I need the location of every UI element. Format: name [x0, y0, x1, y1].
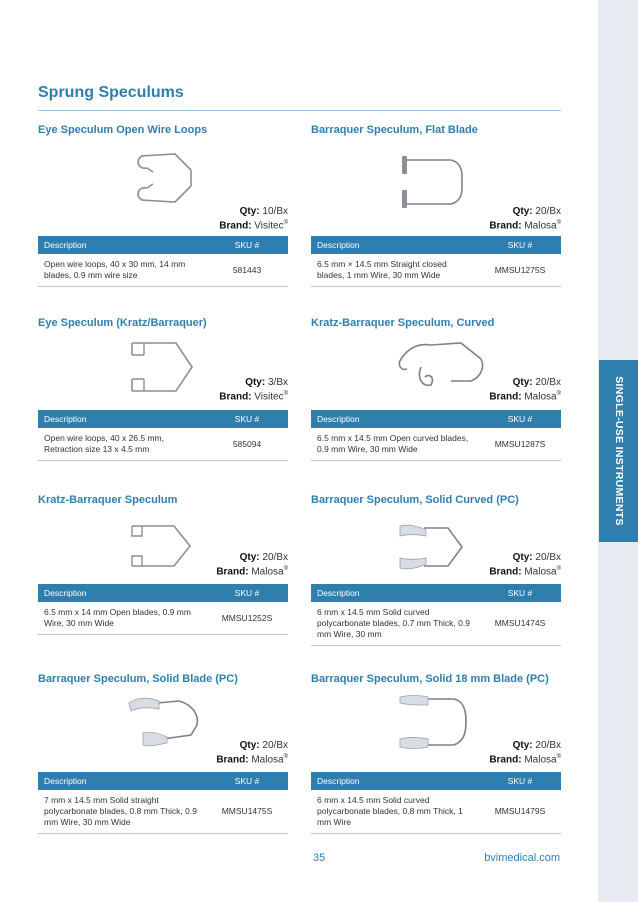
- registered-mark: ®: [556, 754, 561, 760]
- brand-label: Brand:: [216, 566, 249, 578]
- table-row: [38, 790, 288, 834]
- registered-mark: ®: [283, 220, 288, 226]
- brand-value: Malosa: [251, 754, 284, 766]
- spec-table: [38, 236, 288, 287]
- brand-label: Brand:: [219, 391, 252, 403]
- description-cell: 6 mm x 14.5 mm Solid curved polycarbonate blades, 0.8 mm Thick, 1 mm Wire: [311, 790, 479, 834]
- product-card: [311, 124, 561, 286]
- qty-line: [245, 377, 288, 388]
- registered-mark: ®: [556, 566, 561, 572]
- page-number: 35: [313, 852, 326, 864]
- table-row: [311, 428, 561, 461]
- brand-label: Brand:: [489, 566, 522, 578]
- qty-label: Qty:: [239, 206, 260, 217]
- description-header: Description: [311, 410, 479, 428]
- table-row: [311, 790, 561, 834]
- table-row: [311, 254, 561, 287]
- spec-table: [311, 584, 561, 646]
- table-row: [311, 602, 561, 646]
- brand-value: Malosa: [524, 220, 557, 232]
- product-card: [38, 124, 288, 286]
- brand-label: Brand:: [489, 754, 522, 766]
- product-title: Barraquer Speculum, Flat Blade: [311, 124, 478, 136]
- qty-label: Qty:: [245, 377, 266, 388]
- description-cell: Open wire loops, 40 x 30 mm, 14 mm blades, 0.9 mm wire size: [38, 254, 206, 287]
- sku-header: SKU #: [206, 772, 288, 790]
- description-cell: Open wire loops, 40 x 26.5 mm, Retraction size 13 x 4.5 mm: [38, 428, 206, 461]
- table-row: [38, 254, 288, 287]
- brand-value: Malosa: [524, 754, 557, 766]
- title-divider: [38, 110, 561, 111]
- description-cell: 6.5 mm x 14 mm Open blades, 0.9 mm Wire, 30 mm Wide: [38, 602, 206, 635]
- sku-header: SKU #: [206, 236, 288, 254]
- qty-line: [240, 740, 288, 751]
- qty-line: [240, 206, 288, 217]
- spec-table: [38, 584, 288, 635]
- description-header: Description: [38, 584, 206, 602]
- speculum-image: [396, 693, 476, 751]
- registered-mark: ®: [283, 566, 288, 572]
- table-row: [38, 602, 288, 635]
- description-header: Description: [311, 236, 479, 254]
- product-title: Barraquer Speculum, Solid Curved (PC): [311, 494, 519, 506]
- qty-line: [513, 552, 561, 563]
- qty-value: 20/Bx: [535, 552, 561, 563]
- sku-cell: 581443: [206, 254, 288, 287]
- brand-line: [489, 754, 561, 765]
- brand-line: [216, 566, 288, 577]
- product-card: [311, 317, 561, 479]
- speculum-image: [396, 152, 476, 212]
- sku-cell: 585094: [206, 428, 288, 461]
- speculum-image: [126, 520, 201, 572]
- description-cell: 6.5 mm × 14.5 mm Straight closed blades, 1 mm Wire, 30 mm Wide: [311, 254, 479, 287]
- description-header: Description: [311, 584, 479, 602]
- description-cell: 6 mm x 14.5 mm Solid curved polycarbonate blades, 0.7 mm Thick, 0.9 mm Wire, 30 mm: [311, 602, 479, 646]
- sku-header: SKU #: [206, 410, 288, 428]
- product-card: [311, 494, 561, 656]
- sku-header: SKU #: [479, 236, 561, 254]
- product-card: [38, 494, 288, 656]
- brand-line: [489, 391, 561, 402]
- qty-label: Qty:: [239, 552, 260, 563]
- qty-value: 20/Bx: [262, 552, 288, 563]
- product-title: Eye Speculum (Kratz/Barraquer): [38, 317, 207, 329]
- sku-cell: MMSU1252S: [206, 602, 288, 635]
- brand-line: [219, 391, 288, 402]
- brand-label: Brand:: [219, 220, 252, 232]
- qty-line: [240, 552, 288, 563]
- spec-table: [311, 772, 561, 834]
- brand-line: [219, 220, 288, 231]
- product-title: Barraquer Speculum, Solid 18 mm Blade (PC): [311, 673, 549, 685]
- website-link[interactable]: bvimedical.com: [484, 852, 560, 864]
- sku-header: SKU #: [479, 772, 561, 790]
- qty-line: [513, 377, 561, 388]
- speculum-image: [133, 148, 203, 208]
- spec-table: [38, 772, 288, 834]
- speculum-image: [126, 337, 206, 397]
- product-card: [38, 317, 288, 479]
- description-header: Description: [311, 772, 479, 790]
- sku-cell: MMSU1287S: [479, 428, 561, 461]
- registered-mark: ®: [556, 391, 561, 397]
- product-title: Barraquer Speculum, Solid Blade (PC): [38, 673, 238, 685]
- qty-value: 3/Bx: [267, 377, 288, 388]
- qty-value: 20/Bx: [262, 740, 288, 751]
- registered-mark: ®: [283, 754, 288, 760]
- qty-line: [513, 740, 561, 751]
- qty-label: Qty:: [512, 206, 533, 217]
- description-header: Description: [38, 236, 206, 254]
- brand-line: [489, 566, 561, 577]
- registered-mark: ®: [283, 391, 288, 397]
- brand-label: Brand:: [489, 220, 522, 232]
- product-card: [311, 673, 561, 835]
- qty-label: Qty:: [512, 377, 533, 388]
- qty-line: [513, 206, 561, 217]
- sku-header: SKU #: [479, 584, 561, 602]
- qty-label: Qty:: [512, 740, 533, 751]
- brand-label: Brand:: [489, 391, 522, 403]
- sku-header: SKU #: [206, 584, 288, 602]
- page-title: Sprung Speculums: [38, 84, 184, 101]
- section-tab-label: SINGLE-USE INSTRUMENTS: [612, 376, 625, 526]
- spec-table: [311, 410, 561, 461]
- qty-label: Qty:: [512, 552, 533, 563]
- sku-cell: MMSU1275S: [479, 254, 561, 287]
- registered-mark: ®: [556, 220, 561, 226]
- description-cell: 6.5 mm x 14.5 mm Open curved blades, 0.9 mm Wire, 30 mm Wide: [311, 428, 479, 461]
- brand-value: Visitec: [254, 391, 284, 403]
- qty-value: 20/Bx: [535, 377, 561, 388]
- speculum-image: [391, 337, 491, 392]
- product-title: Kratz-Barraquer Speculum, Curved: [311, 317, 495, 329]
- qty-value: 10/Bx: [262, 206, 288, 217]
- qty-value: 20/Bx: [535, 740, 561, 751]
- qty-label: Qty:: [239, 740, 260, 751]
- section-tab: [599, 360, 638, 542]
- sku-cell: MMSU1474S: [479, 602, 561, 646]
- table-row: [38, 428, 288, 461]
- brand-value: Malosa: [524, 566, 557, 578]
- brand-label: Brand:: [216, 754, 249, 766]
- description-cell: 7 mm x 14.5 mm Solid straight polycarbonate blades, 0.8 mm Thick, 0.9 mm Wire, 30 mm Wide: [38, 790, 206, 834]
- speculum-image: [123, 693, 213, 751]
- brand-line: [489, 220, 561, 231]
- description-header: Description: [38, 772, 206, 790]
- brand-value: Malosa: [524, 391, 557, 403]
- product-title: Eye Speculum Open Wire Loops: [38, 124, 208, 136]
- sku-cell: MMSU1475S: [206, 790, 288, 834]
- product-title: Kratz-Barraquer Speculum: [38, 494, 178, 506]
- speculum-image: [396, 522, 476, 572]
- product-card: [38, 673, 288, 835]
- brand-value: Visitec: [254, 220, 284, 232]
- spec-table: [311, 236, 561, 287]
- sku-header: SKU #: [479, 410, 561, 428]
- sku-cell: MMSU1479S: [479, 790, 561, 834]
- spec-table: [38, 410, 288, 461]
- description-header: Description: [38, 410, 206, 428]
- qty-value: 20/Bx: [535, 206, 561, 217]
- brand-value: Malosa: [251, 566, 284, 578]
- brand-line: [216, 754, 288, 765]
